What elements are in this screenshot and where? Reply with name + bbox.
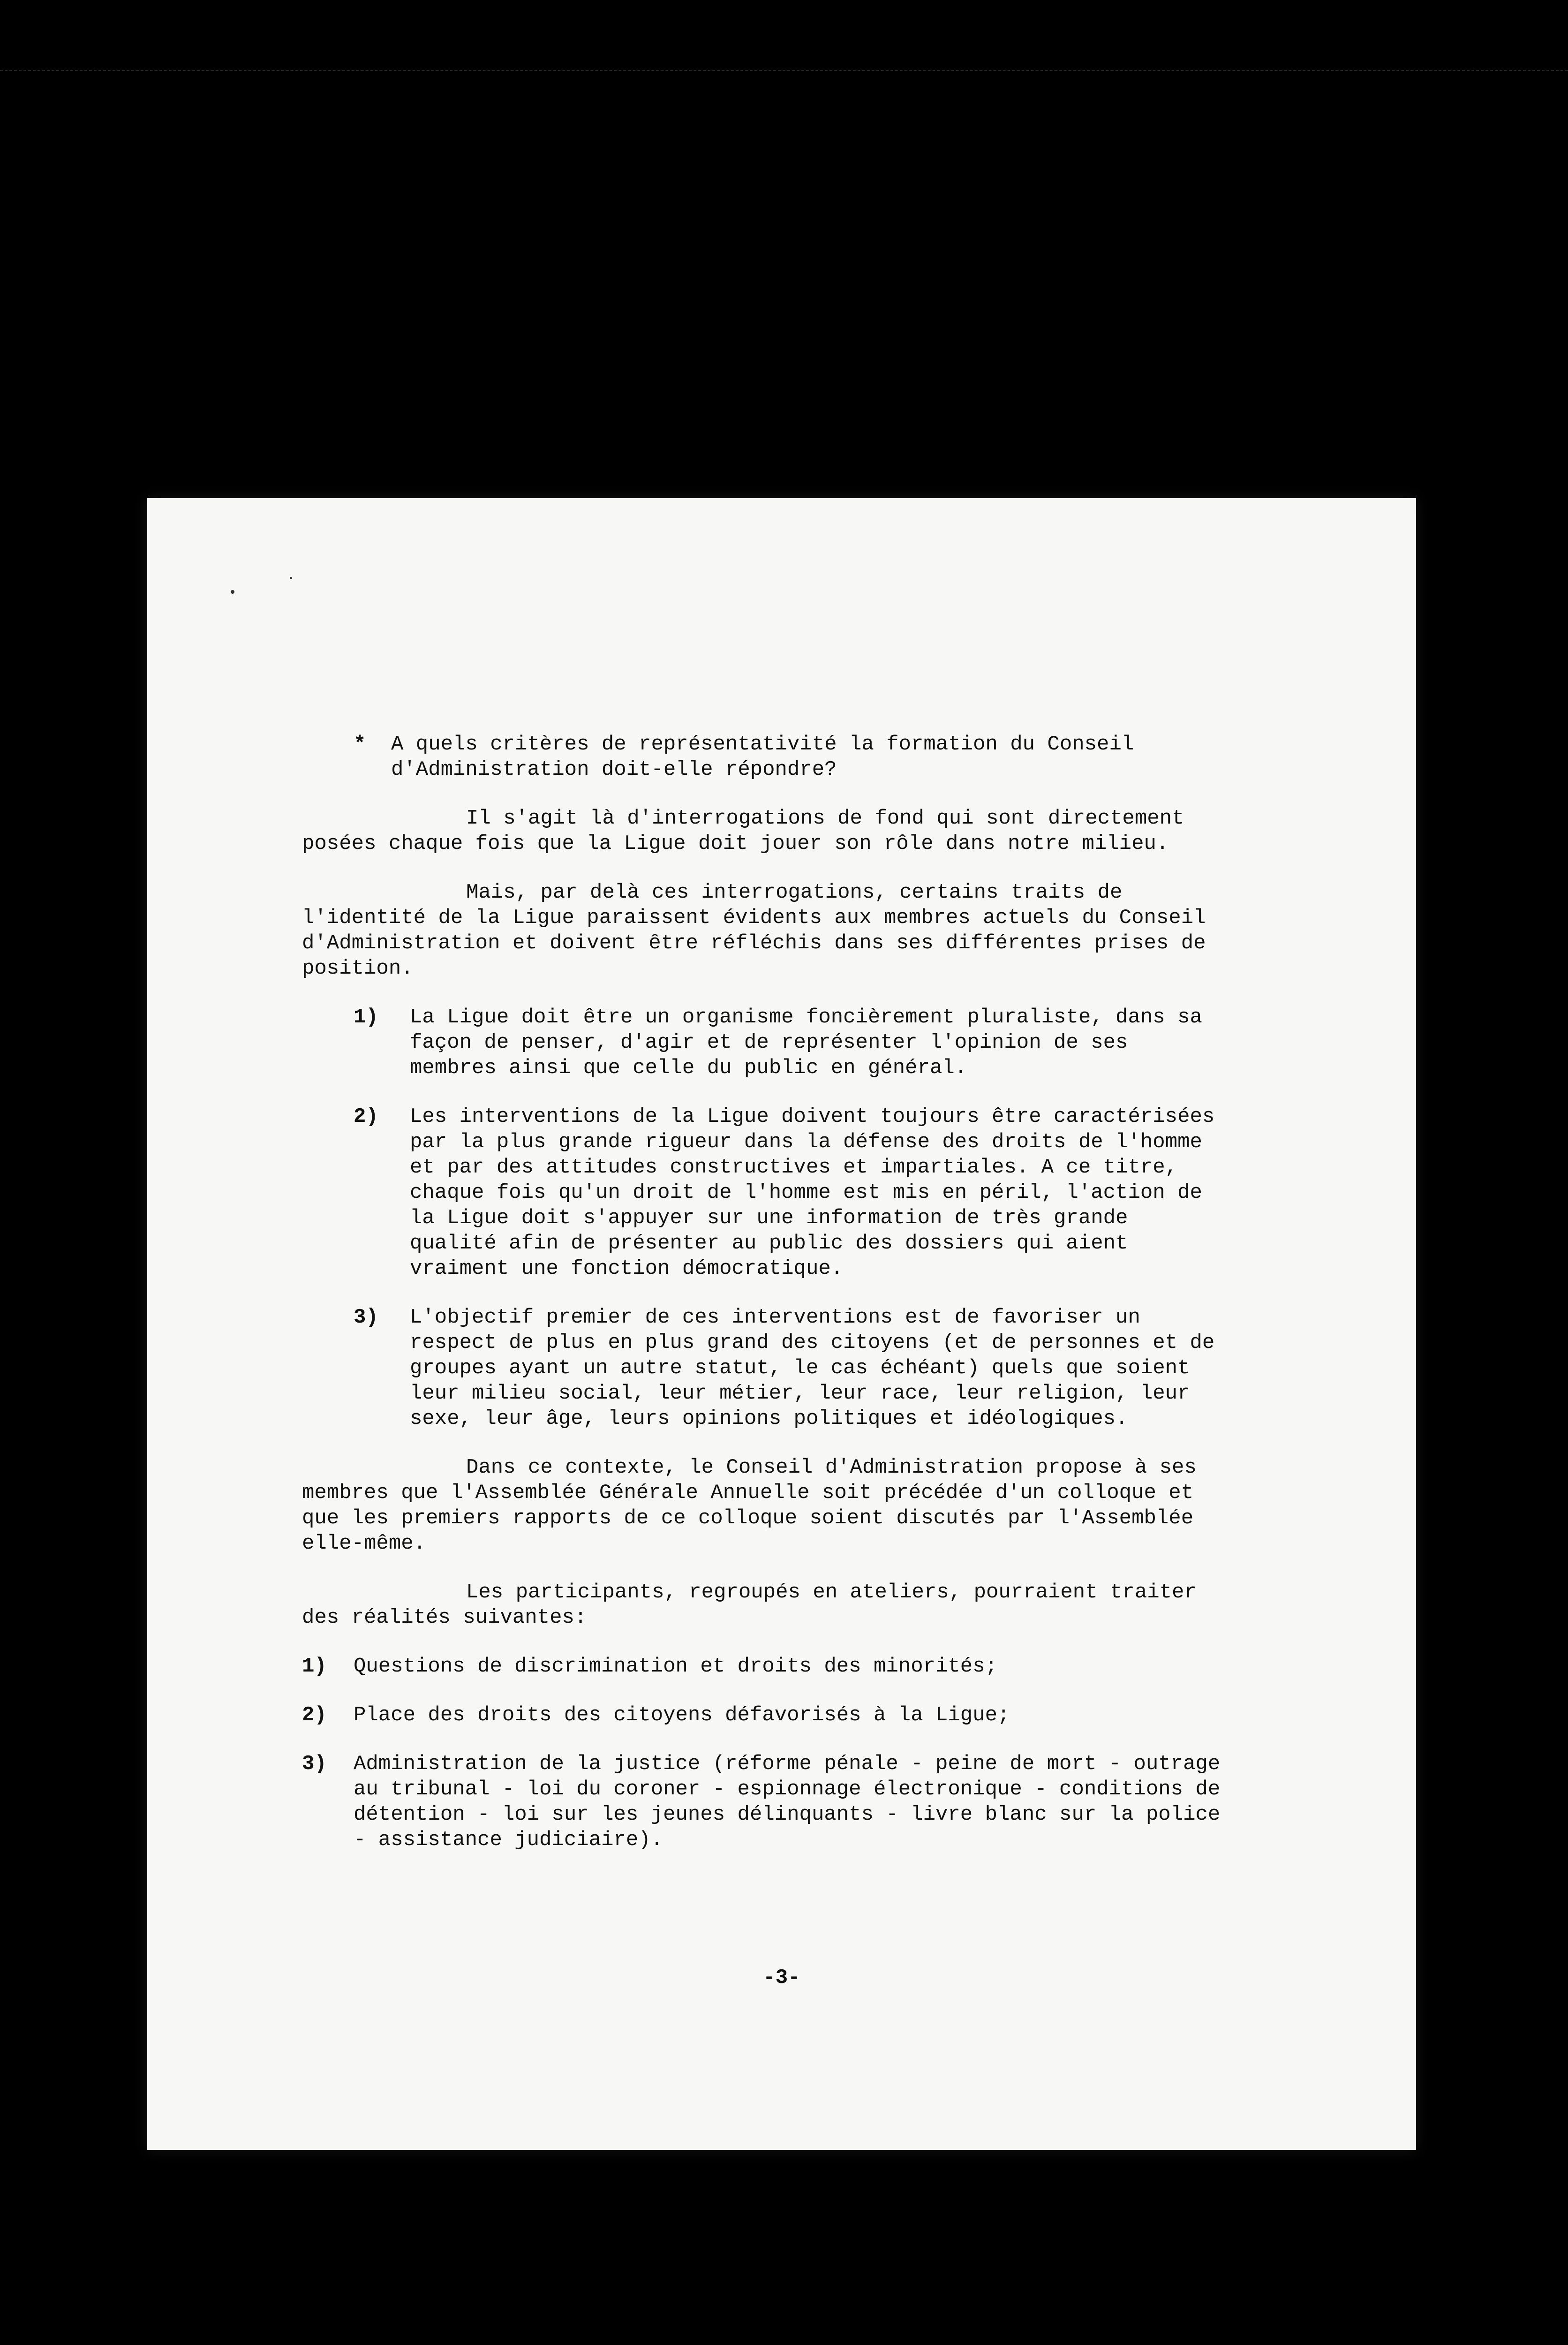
principle-text: Les interventions de la Ligue doivent toujours être caractérisées par la plus grande rigueur dans la défense des droits de l'homme et par des attitudes constructives et impartiales. A ce titre, chaque fois qu'un droit de l'homme est mis en péril, l'action de la Ligue doit s'appuyer sur une information de très grande qualité afin de présenter au public des dossiers qui aient vraiment une fonction démocratique. xyxy=(410,1105,1215,1280)
film-edge-line xyxy=(0,70,1568,71)
principle-number: 3) xyxy=(354,1306,378,1329)
topic-number: 2) xyxy=(302,1703,327,1727)
principle-number: 1) xyxy=(354,1006,378,1029)
topic-text: Questions de discrimination et droits des minorités; xyxy=(354,1655,998,1678)
paragraph-1: Il s'agit là d'interrogations de fond qui sont directement posées chaque fois que la Ligue doit jouer son rôle dans notre milieu. xyxy=(302,807,1184,855)
paragraph-2: Mais, par delà ces interrogations, certains traits de l'identité de la Ligue paraissent évidents aux membres actuels du Conseil d'Administration et doivent être réfléchis dans ses différentes prises de position. xyxy=(302,881,1206,980)
topic-number: 1) xyxy=(302,1655,327,1678)
principle-number: 2) xyxy=(354,1105,378,1128)
document-body xyxy=(302,732,1226,1853)
speck xyxy=(290,577,292,579)
page-number: -3- xyxy=(763,1966,800,1989)
principle-text: L'objectif premier de ces interventions est de favoriser un respect de plus en plus grand des citoyens (et de personnes et de groupes ayant un autre statut, le cas échéant) quels que soient leur milieu social, leur métier, leur race, leur religion, leur sexe, leur âge, leurs opinions politiques et idéologiques. xyxy=(410,1306,1215,1430)
topic-number: 3) xyxy=(302,1752,327,1776)
principle-3 xyxy=(354,1305,1226,1431)
principle-text: La Ligue doit être un organisme foncièrement pluraliste, dans sa façon de penser, d'agir et de représenter l'opinion de ses membres ainsi que celle du public en général. xyxy=(410,1006,1202,1080)
speck xyxy=(231,590,234,594)
topic-1 xyxy=(302,1654,1226,1679)
topic-text: Administration de la justice (réforme pénale - peine de mort - outrage au tribunal - loi du coroner - espionnage électronique - conditions de détention - loi sur les jeunes délinquants - livre blanc sur la police - assistance judiciaire). xyxy=(354,1752,1221,1852)
document-page xyxy=(147,498,1416,2150)
asterisk-marker: * xyxy=(354,733,366,756)
question-text: A quels critères de représentativité la formation du Conseil d'Administration doit-elle répondre? xyxy=(391,733,1134,781)
principle-2 xyxy=(354,1104,1226,1281)
principle-1 xyxy=(354,1005,1226,1081)
topic-2 xyxy=(302,1702,1226,1728)
paragraph-4: Les participants, regroupés en ateliers, pourraient traiter des réalités suivantes: xyxy=(302,1581,1197,1629)
paragraph-3: Dans ce contexte, le Conseil d'Administration propose à ses membres que l'Assemblée Générale Annuelle soit précédée d'un colloque et que les premiers rapports de ce colloque soient discutés par l'Assemblée elle-même. xyxy=(302,1456,1197,1555)
topic-text: Place des droits des citoyens défavorisés à la Ligue; xyxy=(354,1703,1010,1727)
question-block xyxy=(354,732,1226,782)
topic-3 xyxy=(302,1751,1226,1853)
